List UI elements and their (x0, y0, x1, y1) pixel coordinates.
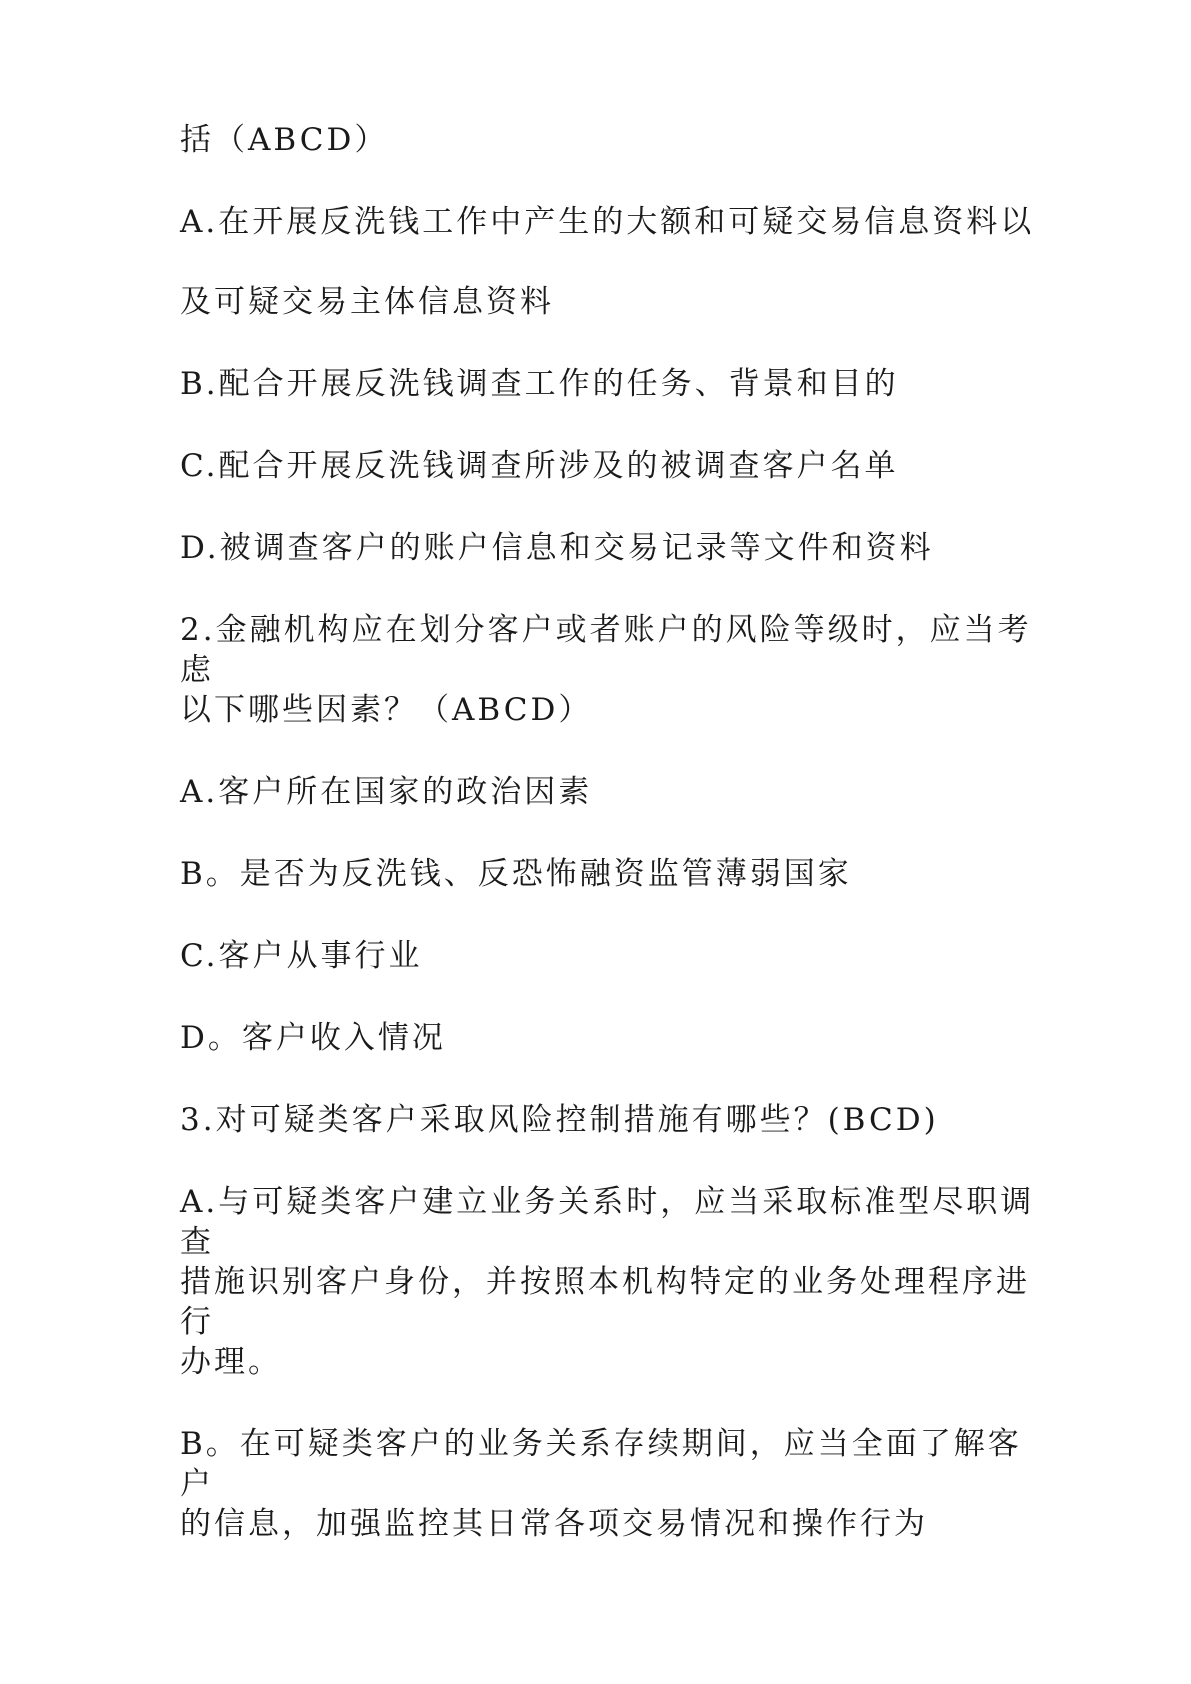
text-line: 括（ABCD） (180, 122, 389, 158)
paragraph-q2-option-a (180, 772, 1040, 812)
text-line: C.配合开展反洗钱调查所涉及的被调查客户名单 (180, 448, 899, 484)
paragraph-q2-option-c (180, 936, 1040, 976)
text-line: 的信息，加强监控其日常各项交易情况和操作行为 (180, 1506, 928, 1542)
paragraph-option-a (180, 202, 1040, 322)
paragraph-question-3 (180, 1100, 1040, 1140)
paragraph-option-c (180, 446, 1040, 486)
paragraph-question-continuation (180, 120, 1040, 160)
paragraph-option-b (180, 364, 1040, 404)
text-line: 2.金融机构应在划分客户或者账户的风险等级时，应当考虑 (180, 612, 1032, 688)
text-line: D.被调查客户的账户信息和交易记录等文件和资料 (180, 530, 934, 566)
text-line: A.与可疑类客户建立业务关系时，应当采取标准型尽职调查 (180, 1184, 1035, 1260)
text-line: 措施识别客户身份，并按照本机构特定的业务处理程序进行 (180, 1264, 1030, 1340)
text-line: A.客户所在国家的政治因素 (180, 774, 593, 810)
text-line: 及可疑交易主体信息资料 (180, 284, 554, 320)
text-line: D。客户收入情况 (180, 1020, 446, 1056)
text-line: 办理。 (180, 1344, 282, 1380)
document-body (180, 120, 1040, 1586)
paragraph-q2-option-d (180, 1018, 1040, 1058)
text-line: B.配合开展反洗钱调查工作的任务、背景和目的 (180, 366, 899, 402)
text-line: 3.对可疑类客户采取风险控制措施有哪些？(BCD) (180, 1102, 939, 1138)
text-line: 以下哪些因素？（ABCD） (180, 692, 593, 728)
text-line: B。是否为反洗钱、反恐怖融资监管薄弱国家 (180, 856, 852, 892)
paragraph-q3-option-b (180, 1424, 1040, 1544)
text-line: A.在开展反洗钱工作中产生的大额和可疑交易信息资料以 (180, 204, 1035, 240)
paragraph-q2-option-b (180, 854, 1040, 894)
text-line: C.客户从事行业 (180, 938, 423, 974)
paragraph-question-2 (180, 610, 1040, 730)
paragraph-option-d (180, 528, 1040, 568)
text-line: B。在可疑类客户的业务关系存续期间，应当全面了解客户 (180, 1426, 1022, 1502)
paragraph-q3-option-a (180, 1182, 1040, 1382)
